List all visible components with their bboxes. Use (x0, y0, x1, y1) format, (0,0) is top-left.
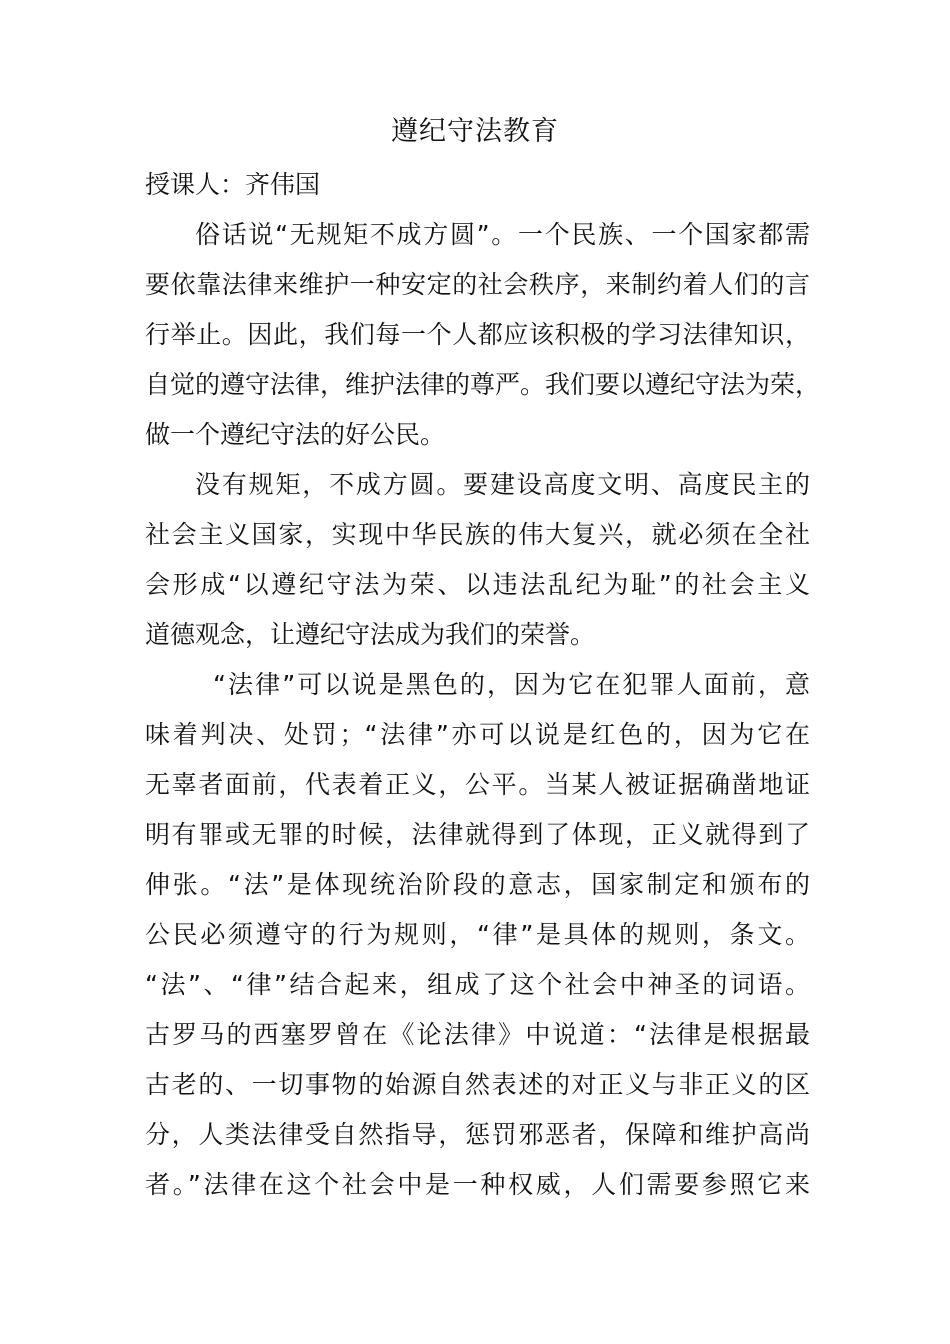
text-line: 分，人类法律受自然指导，惩罚邪恶者，保障和维护高尚 (145, 1120, 810, 1149)
text-line: 伸张。“法”是体现统治阶段的意志，国家制定和颁布的 (145, 870, 810, 899)
paragraph-2 (145, 460, 810, 660)
author-line: 授课人：齐伟国 (145, 170, 321, 199)
text-line: 俗话说“无规矩不成方圆”。一个民族、一个国家都需 (195, 220, 810, 249)
text-line: 无辜者面前，代表着正义，公平。当某人被证据确凿地证 (145, 770, 810, 799)
document-title: 遵纪守法教育 (391, 116, 559, 147)
text-line: 古罗马的西塞罗曾在《论法律》中说道：“法律是根据最 (145, 1020, 810, 1049)
text-line: 做一个遵纪守法的好公民。 (145, 420, 446, 449)
text-line: 者。”法律在这个社会中是一种权威，人们需要参照它来 (145, 1170, 810, 1199)
text-line: “法”、“律”结合起来，组成了这个社会中神圣的词语。 (145, 970, 810, 999)
text-line: 行举止。因此，我们每一个人都应该积极的学习法律知识， (145, 320, 810, 349)
text-line: 会形成“以遵纪守法为荣、以违法乱纪为耻”的社会主义 (145, 570, 810, 599)
text-line: “法律”可以说是黑色的，因为它在犯罪人面前，意 (213, 670, 810, 699)
text-line: 古老的、一切事物的始源自然表述的对正义与非正义的区 (145, 1070, 810, 1099)
text-line: 自觉的遵守法律，维护法律的尊严。我们要以遵纪守法为荣， (145, 370, 821, 399)
paragraph-1 (145, 210, 821, 460)
text-line: 没有规矩，不成方圆。要建设高度文明、高度民主的 (195, 470, 810, 499)
text-line: 公民必须遵守的行为规则，“律”是具体的规则，条文。 (145, 920, 810, 949)
document-body (145, 160, 821, 1210)
text-line: 味着判决、处罚；“法律”亦可以说是红色的，因为它在 (145, 720, 810, 749)
text-line: 社会主义国家，实现中华民族的伟大复兴，就必须在全社 (145, 520, 810, 549)
paragraph-3 (145, 660, 810, 1210)
text-line: 道德观念，让遵纪守法成为我们的荣誉。 (145, 620, 596, 649)
text-line: 要依靠法律来维护一种安定的社会秩序，来制约着人们的言 (145, 270, 810, 299)
text-line: 明有罪或无罪的时候，法律就得到了体现，正义就得到了 (145, 820, 810, 849)
